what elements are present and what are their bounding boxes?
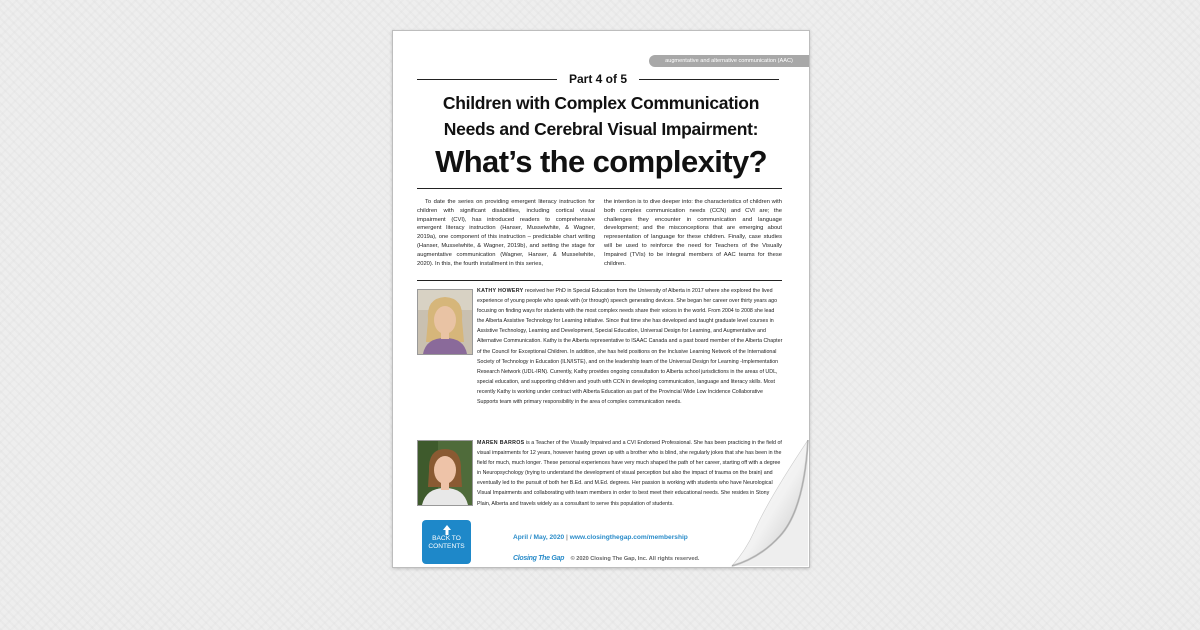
footer-date: April / May, 2020	[513, 534, 565, 541]
footer-separator: |	[566, 534, 568, 541]
footer-url-link[interactable]: www.closingthegap.com/membership	[569, 534, 688, 541]
up-arrow-icon	[422, 525, 471, 535]
title-line-3: What’s the complexity?	[435, 144, 767, 179]
back-button-line-2: CONTENTS	[428, 543, 465, 550]
part-header	[417, 72, 779, 86]
divider	[417, 280, 782, 281]
divider	[417, 79, 557, 80]
section-tag: augmentative and alternative communication (AAC)	[649, 55, 809, 67]
title-line-2: Needs and Cerebral Visual Impairment:	[443, 119, 759, 139]
page-curl-icon[interactable]	[720, 440, 810, 573]
title-line-1: Children with Complex Communication	[442, 93, 760, 113]
divider	[639, 79, 779, 80]
author-bio-text: is a Teacher of the Visually Impaired and a CVI Endorsed Professional. She has been practicing in the field of visual impairments for 12 years, however having grown up with a brother who is blind, she regularly jokes that she has been in the field for much, much longer. These personal experiences have very much shaped the path of her career, starting off with a degree in Neuropsychology (trying to understand the development of visual perception but also the impact of trauma on the brain) and eventually led to the pursuit of both her B.Ed. and M.Ed. degrees. Her passion is working with students who have Neurological Visual Impairments and collaborating with team members in order to best meet their educational needs. She resides in Stony Plain, Alberta and travels widely as a consultant to serve this population of students.	[477, 440, 782, 507]
intro-column-2: the intention is to dive deeper into: the characteristics of children with both complex communication needs (CCN) and CVI are; the challenges they encounter in communication and language development; and the misconceptions that are emerging about representation of language for these children. Finally, case studies will be used to reinforce the need for Teachers of the Visually Impaired (TVIs) to be integral members of AAC teams for these children.	[604, 199, 782, 267]
divider	[417, 188, 782, 189]
footer-info	[513, 534, 688, 541]
footer-copyright-row	[513, 547, 699, 565]
back-to-contents-button[interactable]	[422, 520, 471, 564]
author-photo-maren	[417, 440, 473, 506]
intro-column-1: To date the series on providing emergent literacy instruction for children with significant disabilities, including cortical visual impairment (CVI), has introduced readers to comprehensive emergent literacy instruction (Hanser, Musselwhite, & Wagner, 2019a), one component of this instruction – predictable chart writing (Hanser, Musselwhite, & Wagner, 2019b), and setting the stage for augmentative communication (Wagner, Hanser, & Musselwhite, 2020). In this, the fourth installment in this series,	[417, 199, 595, 267]
author-name: KATHY HOWERY	[477, 288, 524, 294]
author-bio-kathy	[477, 286, 783, 407]
back-button-line-1: BACK TO	[432, 535, 461, 542]
footer-copyright: © 2020 Closing The Gap, Inc. All rights reserved.	[570, 556, 700, 562]
author-photo-kathy	[417, 289, 473, 355]
footer-logo: Closing The Gap	[513, 555, 565, 562]
author-bio-text: received her PhD in Special Education from the University of Alberta in 2017 where she explored the lived experience of young people who speak with (or through) speech generating devices. She began her career over thirty years ago focusing on finding ways for students with the most complex needs share their voices in the world. From 2004 to 2008 she lead the Alberta Assistive Technology for Learning initiative. Since that time she has developed and taught graduate level courses in Assistive Technology, Learning and Development, Special Education, Universal Design for Learning, and Augmentative and Alternative Communication. Kathy is the Alberta representative to ISAAC Canada and a past board member of the Alberta Chapter of the Council for Exceptional Children. In addition, she has held positions on the Inclusive Learning Network of the International Society of Technology in Education (ILN/ISTE), and on the leadership team of the Universal Design for Learning -Implementation Research Network (UDL-IRN). Currently, Kathy provides ongoing consultation to Alberta school jurisdictions in the areas of UDL, special education, and supporting children and youth with CCN in developing communication, language and literacy skills. Most recently Kathy is working under contract with Alberta Education as part of the Provincial Wide Low Incidence Collaborative Supports team with primary responsibility in the area of complex communication needs.	[477, 288, 783, 406]
author-name: MAREN BARROS	[477, 440, 525, 446]
part-label: Part 4 of 5	[568, 72, 628, 86]
